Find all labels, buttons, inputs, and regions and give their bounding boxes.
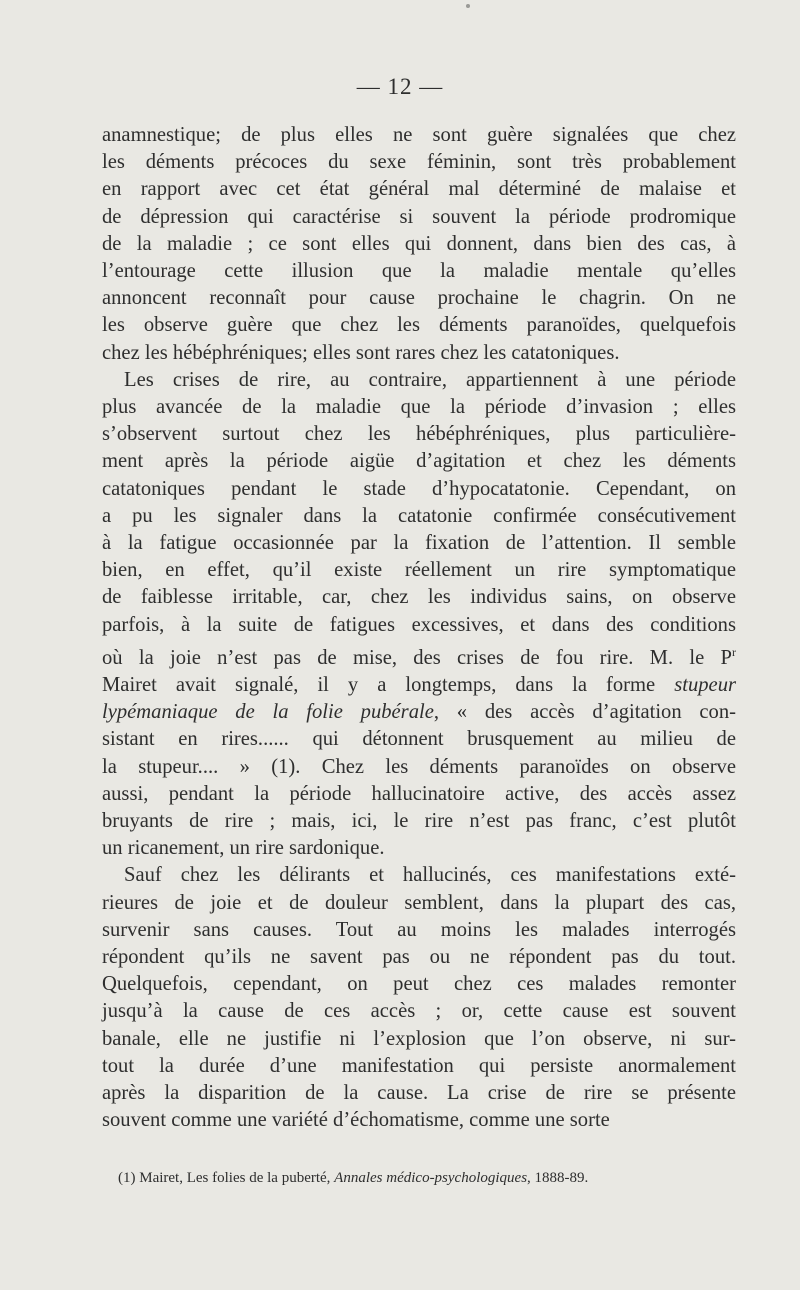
text-line: Sauf chez les délirants et hallucinés, ces manifestations exté- [124, 864, 736, 887]
text-line: plus avancée de la maladie que la période d’invasion ; elles [102, 396, 736, 419]
body-text [102, 122, 736, 1134]
text-line: l’entourage cette illusion que la maladie mentale qu’elles [102, 260, 736, 283]
text-line: jusqu’à la cause de ces accès ; or, cette cause est souvent [102, 1000, 736, 1023]
footnote-journal: Annales médico-psychologiques [334, 1170, 528, 1186]
text-line: de dépression qui caractérise si souvent la période prodromique [102, 205, 736, 228]
text-line: à la fatigue occasionnée par la fixation de l’attention. Il semble [102, 532, 736, 555]
text-line: Mairet avait signalé, il y a longtemps, dans la forme stupeur [102, 673, 736, 696]
text-line: s’observent surtout chez les hébéphréniques, plus particulière- [102, 423, 736, 446]
text-line: répondent qu’ils ne savent pas ou ne répondent pas du tout. [102, 945, 736, 968]
text-line: un ricanement, un rire sardonique. [102, 837, 385, 860]
text-line: après la disparition de la cause. La crise de rire se présente [102, 1081, 736, 1104]
text-line: aussi, pendant la période hallucinatoire active, des accès assez [102, 782, 736, 805]
text-line: de faiblesse irritable, car, chez les individus sains, on observe [102, 586, 736, 609]
footnote [118, 1168, 718, 1188]
text-line: survenir sans causes. Tout au moins les malades interrogés [102, 918, 736, 941]
text-line: banale, elle ne justifie ni l’explosion que l’on observe, ni sur- [102, 1027, 736, 1050]
text-line: catatoniques pendant le stade d’hypocatatonie. Cependant, on [102, 477, 736, 500]
footnote-text: (1) Mairet, Les folies de la puberté, [118, 1170, 335, 1186]
text-line: la stupeur.... » (1). Chez les déments paranoïdes on observe [102, 755, 736, 778]
text-line: bruyants de rire ; mais, ici, le rire n’est pas franc, c’est plutôt [102, 809, 736, 832]
text-line: bien, en effet, qu’il existe réellement un rire symptomatique [102, 559, 736, 582]
text-line: sistant en rires...... qui détonnent brusquement au milieu de [102, 728, 736, 751]
text-line: de la maladie ; ce sont elles qui donnent, dans bien des cas, à [102, 232, 736, 255]
text-line: chez les hébéphréniques; elles sont rares chez les catatoniques. [102, 341, 620, 364]
text-line: lypémaniaque de la folie pubérale, « des accès d’agitation con- [102, 701, 737, 724]
text-line: Les crises de rire, au contraire, appartiennent à une période [124, 368, 736, 391]
text-line: souvent comme une variété d’échomatisme, comme une sorte [102, 1109, 610, 1132]
footnote-suffix: , 1888-89. [527, 1170, 589, 1186]
text-line: où la joie n’est pas de mise, des crises de fou rire. M. le $P^r$ [102, 644, 736, 669]
paper-speck [466, 4, 470, 8]
page-number: — 12 — [356, 74, 444, 99]
text-line: rieures de joie et de douleur semblent, dans la plupart des cas, [102, 891, 736, 914]
text-line: les observe guère que chez les déments paranoïdes, quelquefois [102, 314, 736, 337]
text-line: les déments précoces du sexe féminin, sont très probablement [102, 151, 736, 174]
text-line: anamnestique; de plus elles ne sont guère signalées que chez [102, 124, 736, 146]
text-line: en rapport avec cet état général mal déterminé de malaise et [102, 178, 736, 201]
text-line: ment après la période aigüe d’agitation et chez les déments [102, 450, 736, 473]
text-line: tout la durée d’une manifestation qui persiste anormalement [102, 1054, 736, 1077]
text-line: parfois, à la suite de fatigues excessives, et dans des conditions [102, 613, 736, 636]
text-line: Quelquefois, cependant, on peut chez ces malades remonter [102, 973, 736, 996]
text-line: a pu les signaler dans la catatonie confirmée consécutivement [102, 504, 736, 527]
text-line: annoncent reconnaît pour cause prochaine le chagrin. On ne [102, 287, 736, 310]
